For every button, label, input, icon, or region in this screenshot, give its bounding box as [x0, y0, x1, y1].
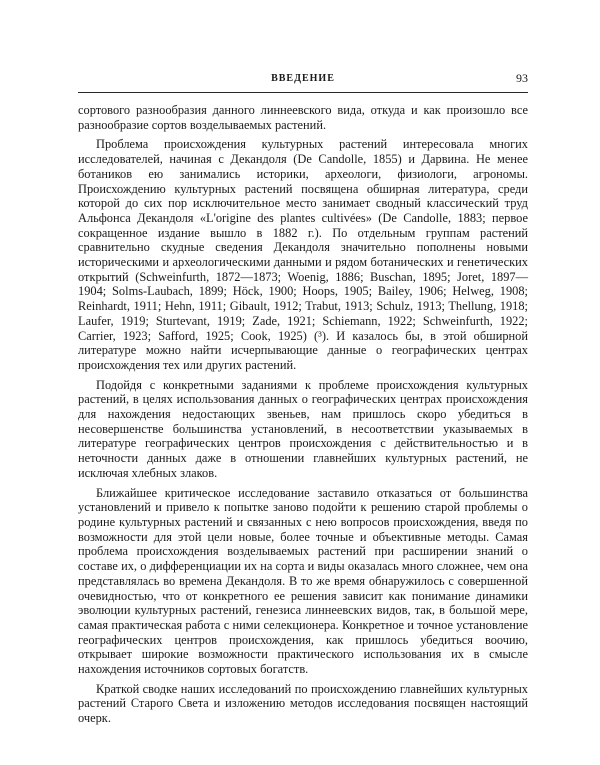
chapter-title: ВВЕДЕНИЕ	[271, 73, 335, 84]
paragraph-purpose: Краткой сводке наших исследований по происхождению главнейших культурных растений Старого Света и изложению методов исследования посвящен настоящий очерк.	[78, 681, 528, 726]
paragraph-literature-review: Проблема происхождения культурных растений интересовала многих исследователей, начиная с Декандоля (De Candolle, 1855) и Дарвина. Не менее ботаников ею занимались историки, археологи, физиологи, агрономы. Происхождению культурных растений посвящена обширная литература, среди которой до сих пор исключительное место занимает сводный классический труд Альфонса Декандоля «L'origine des plantes cultivées» (De Candolle, 1883; первое сокращенное издание вышло в 1882 г.). По отдельным группам растений сравнительно скудные сведения Декандоля значительно пополнены новыми историческими и археологическими данными и рядом ботанических и генетических открытий (Schweinfurth, 1872—1873; Woenig, 1886; Buschan, 1895; Joret, 1897—1904; Solms-Laubach, 1899; Höck, 1900; Hoops, 1905; Bailey, 1906; Helweg, 1908; Reinhardt, 1911; Hehn, 1911; Gibault, 1912; Trabut, 1913; Schulz, 1913; Thellung, 1918; Laufer, 1919; Sturtevant, 1919; Zade, 1921; Schiemann, 1922; Schweinfurth, 1922; Carrier, 1923; Safford, 1925; Cook, 1925) (³). И казалось бы, в этой обширной литературе можно найти исчерпывающие данные о географических центрах происхождения тех или других растений.	[78, 137, 528, 372]
book-page	[78, 70, 528, 726]
body-text	[78, 103, 528, 726]
page-number: 93	[516, 71, 528, 85]
running-head	[78, 70, 528, 93]
paragraph-problem-statement: Подойдя с конкретными заданиями к проблеме происхождения культурных растений, в целях использования данных о географических центрах происхождения для нахождения недостающих звеньев, нам пришлось скоро убедиться в несовершенстве большинства установлений, в несоответствии указываемых в литературе географических центров происхождения с действительностью и в неточности данных даже в отношении главнейших культурных растений, не исключая хлебных злаков.	[78, 377, 528, 480]
paragraph-critical-study: Ближайшее критическое исследование заставило отказаться от большинства установлений и привело к попытке заново подойти к решению старой проблемы о родине культурных растений и связанных с нею вопросов происхождения, введя по возможности для этой цели новые, более точные и объективные методы. Самая проблема происхождения возделываемых растений при расширении знаний о составе их, о дифференциации их на сорта и виды оказалась много сложнее, чем она представлялась во времена Декандоля. В то же время обнаружилось с совершенной очевидностью, что от конкретного ее решения зависит как понимание динамики эволюции культурных растений, генезиса линнеевских видов, так, в большой мере, самая практическая работа с ними селекционера. Конкретное и точное установление географических центров происхождения, как пришлось убедиться воочию, открывает широкие возможности практического использования их в смысле нахождения источников сортовых богатств.	[78, 485, 528, 677]
paragraph-continuation: сортового разнообразия данного линнеевского вида, откуда и как произошло все разнообразие сортов возделываемых растений.	[78, 103, 528, 132]
